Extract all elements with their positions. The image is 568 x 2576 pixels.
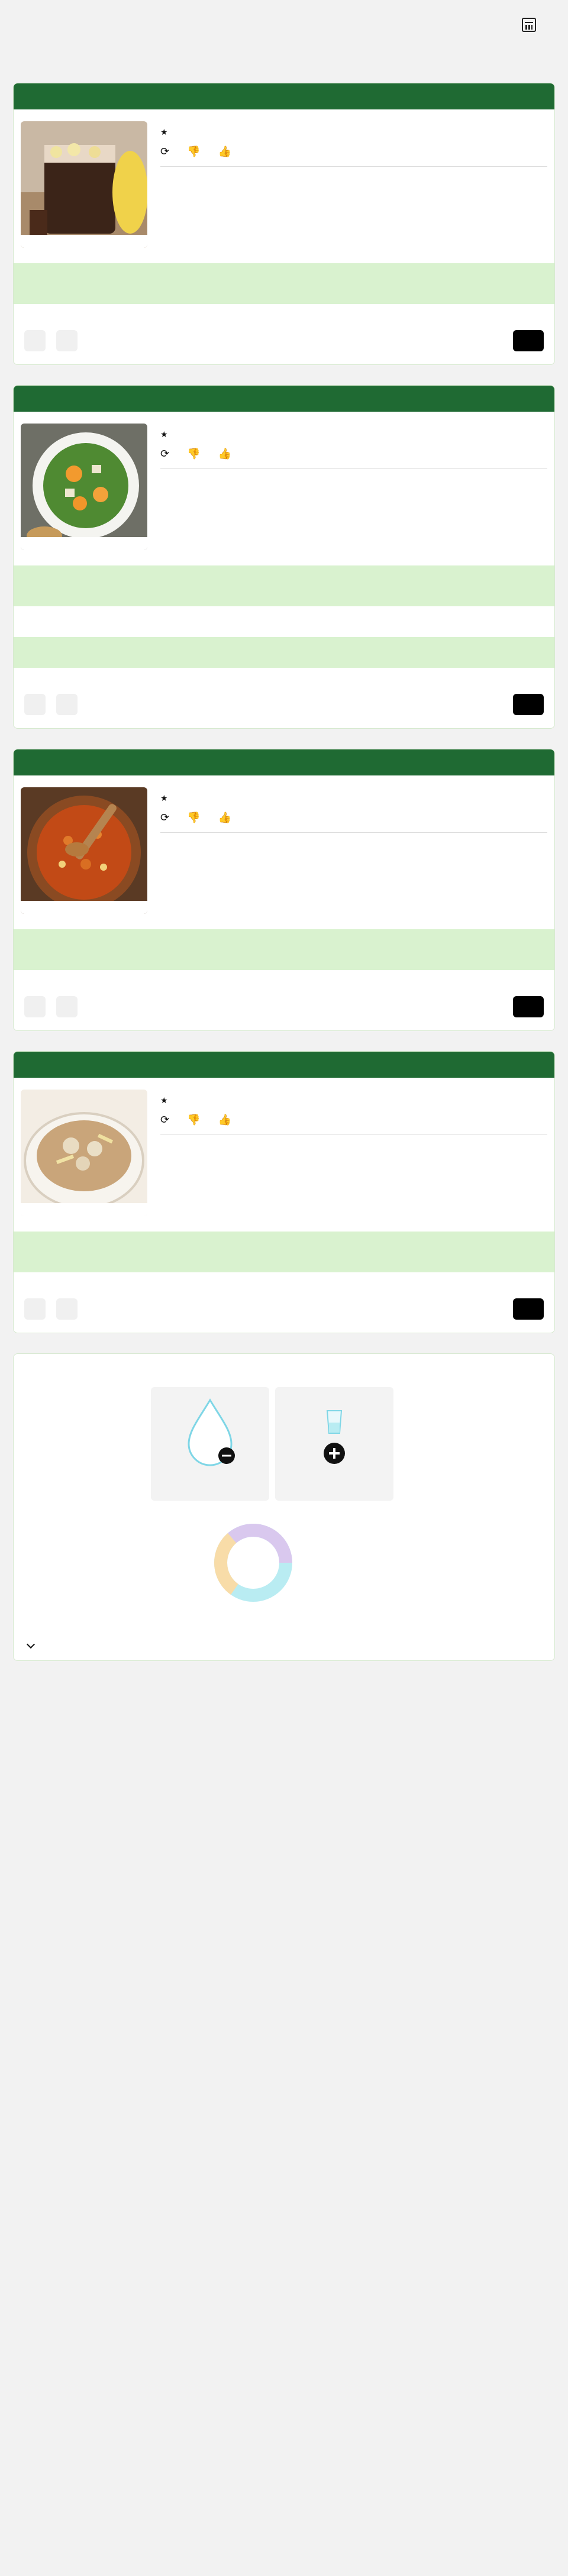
- edit-dish-button[interactable]: [24, 330, 46, 351]
- preparation-steps: [14, 606, 554, 629]
- thumbs-up-icon: 👍: [218, 812, 231, 823]
- recipe-actions: [160, 1114, 547, 1135]
- swap-button[interactable]: [160, 448, 174, 460]
- star-icon: ★: [160, 429, 168, 439]
- delete-button[interactable]: [88, 694, 95, 715]
- thumbs-up-icon: 👍: [218, 1114, 231, 1126]
- prep-time: [21, 901, 147, 914]
- recipe-summary: [14, 412, 554, 557]
- meal-card-second-breakfast: [13, 385, 555, 729]
- sauce-steps: [14, 668, 554, 690]
- prep-time: [21, 1203, 147, 1216]
- meal-card-breakfast: [13, 83, 555, 365]
- recipe-photo[interactable]: [21, 787, 147, 914]
- sauce-panel: [14, 637, 554, 668]
- more-button[interactable]: [513, 1298, 544, 1320]
- like-button[interactable]: [218, 1114, 236, 1126]
- like-button[interactable]: [218, 812, 236, 824]
- star-icon: ★: [160, 127, 168, 137]
- delete-button[interactable]: [88, 1298, 95, 1320]
- add-water-box[interactable]: [275, 1387, 393, 1501]
- edit-dish-button[interactable]: [24, 694, 46, 715]
- like-button[interactable]: [218, 448, 236, 460]
- recipe-actions: [160, 146, 547, 167]
- water-progress-box: [151, 1387, 269, 1501]
- prep-time: [21, 235, 147, 248]
- dislike-button[interactable]: [187, 448, 205, 460]
- swap-icon: ⟳: [160, 812, 170, 823]
- recipe-photo[interactable]: [21, 1090, 147, 1216]
- thumbs-down-icon: 👎: [187, 146, 201, 157]
- swap-icon: ⟳: [160, 1114, 170, 1126]
- recipe-photo[interactable]: [21, 121, 147, 248]
- preparation-steps: [14, 1272, 554, 1295]
- dislike-button[interactable]: [187, 812, 205, 824]
- water-drop-icon: [151, 1387, 269, 1476]
- like-button[interactable]: [218, 146, 236, 158]
- delete-button[interactable]: [88, 996, 95, 1017]
- thumbs-up-icon: 👍: [218, 448, 231, 460]
- swap-icon: ⟳: [160, 448, 170, 460]
- meal-header: [14, 83, 554, 109]
- more-button[interactable]: [513, 694, 544, 715]
- macro-donut-chart: [209, 1518, 298, 1607]
- glass-icon: [275, 1387, 393, 1476]
- meal-buttons: [14, 993, 554, 1030]
- dislike-button[interactable]: [187, 1114, 205, 1126]
- chevron-down-icon: [27, 1640, 35, 1649]
- thumbs-down-icon: 👎: [187, 812, 201, 823]
- ingredients-panel: [14, 565, 554, 606]
- edit-dish-button[interactable]: [24, 1298, 46, 1320]
- swap-button[interactable]: [160, 146, 174, 158]
- star-icon: ★: [160, 793, 168, 803]
- swap-button[interactable]: [160, 1114, 174, 1126]
- preparation-steps: [14, 304, 554, 327]
- recipe-rating: [160, 1095, 547, 1106]
- more-button[interactable]: [513, 330, 544, 351]
- add-to-meal-button[interactable]: [56, 1298, 78, 1320]
- recipe-summary: [14, 775, 554, 921]
- recipe-rating: [160, 793, 547, 803]
- meal-buttons: [14, 1295, 554, 1333]
- meal-buttons: [14, 690, 554, 728]
- add-to-meal-button[interactable]: [56, 694, 78, 715]
- thumbs-down-icon: 👎: [187, 448, 201, 460]
- dislike-button[interactable]: [187, 146, 205, 158]
- add-to-meal-button[interactable]: [56, 330, 78, 351]
- swap-icon: ⟳: [160, 146, 170, 157]
- recipe-summary: [14, 109, 554, 255]
- ingredients-panel: [14, 263, 554, 304]
- thumbs-up-icon: 👍: [218, 146, 231, 157]
- day-header: [0, 0, 568, 83]
- star-icon: ★: [160, 1095, 168, 1105]
- thumbs-down-icon: 👎: [187, 1114, 201, 1126]
- meal-header: [14, 749, 554, 775]
- recipe-actions: [160, 448, 547, 469]
- recipe-actions: [160, 812, 547, 833]
- meal-buttons: [14, 327, 554, 364]
- edit-dish-button[interactable]: [24, 996, 46, 1017]
- meal-card-lunch: [13, 749, 555, 1031]
- hydration-card: [13, 1353, 555, 1661]
- meal-card-dinner: [13, 1051, 555, 1333]
- recipe-summary: [14, 1078, 554, 1223]
- add-to-meal-button[interactable]: [56, 996, 78, 1017]
- calendar-icon[interactable]: [522, 18, 536, 32]
- recipe-photo[interactable]: [21, 424, 147, 550]
- preparation-steps: [14, 970, 554, 993]
- more-button[interactable]: [513, 996, 544, 1017]
- meal-header: [14, 386, 554, 412]
- delete-button[interactable]: [88, 330, 95, 351]
- recipe-rating: [160, 127, 547, 137]
- ingredients-panel: [14, 929, 554, 970]
- recipe-rating: [160, 429, 547, 439]
- details-toggle[interactable]: [22, 1645, 34, 1647]
- ingredients-panel: [14, 1232, 554, 1272]
- prep-time: [21, 537, 147, 550]
- swap-button[interactable]: [160, 812, 174, 824]
- meal-header: [14, 1052, 554, 1078]
